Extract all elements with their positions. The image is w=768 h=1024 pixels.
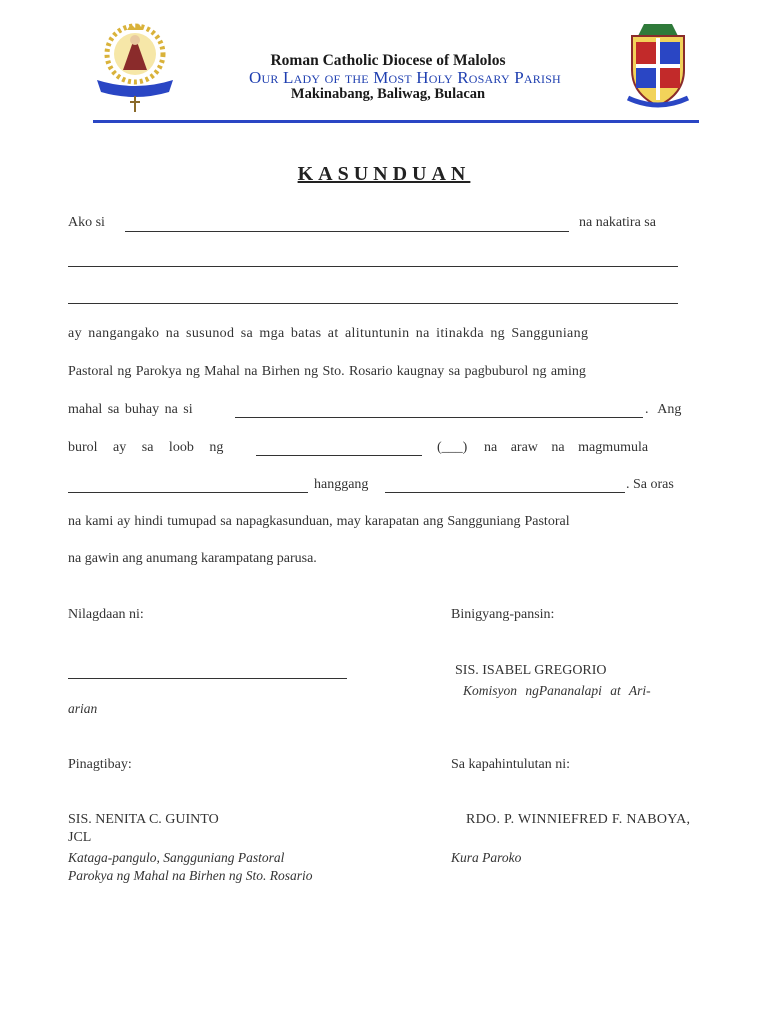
parish-name: Our Lady of the Most Holy Rosary Parish — [249, 68, 561, 87]
days-number-blank: (___) — [437, 440, 468, 455]
body-text-ako-si: Ako si — [68, 215, 105, 230]
diocese-name: Roman Catholic Diocese of Malolos — [270, 52, 506, 69]
days-words-blank — [256, 455, 422, 456]
body-text-ang: . Ang — [645, 402, 682, 417]
parish-address: Makinabang, Baliwag, Bulacan — [290, 86, 486, 102]
address-blank-2 — [68, 303, 678, 304]
noted-by-title-continued: arian — [68, 701, 98, 716]
address-blank-1 — [68, 266, 678, 267]
body-text-hanggang: hanggang — [314, 477, 369, 492]
body-line-5: Pastoral ng Parokya ng Mahal na Birhen ng Sto. Rosario kaugnay sa pagbuburol ng aming — [68, 364, 586, 379]
body-text-araw: na araw na magmumula — [484, 440, 649, 455]
signed-by-label: Nilagdaan ni: — [68, 607, 144, 622]
start-date-blank — [68, 492, 308, 493]
body-text-mahal-sa-buhay: mahal sa buhay na si — [68, 402, 193, 417]
approver-parish: Parokya ng Mahal na Birhen ng Sto. Rosario — [68, 868, 313, 883]
priest-name: RDO. P. WINNIEFRED F. NABOYA, — [466, 812, 691, 827]
body-line-4: ay nangangako na susunod sa mga batas at alituntunin na itinakda ng Sangguniang — [68, 326, 589, 341]
body-line-9: na kami ay hindi tumupad sa napagkasunduan, may karapatan ang Sangguniang Pastoral — [68, 514, 570, 529]
marian-crest-icon — [93, 18, 177, 114]
body-line-10: na gawin ang anumang karampatang parusa. — [68, 551, 317, 566]
body-text-nakatira: na nakatira sa — [579, 215, 656, 230]
body-text-burol: burol ay sa loob ng — [68, 440, 224, 455]
priest-title: Kura Paroko — [451, 850, 522, 865]
signature-blank — [68, 678, 347, 679]
noted-by-label: Binigyang-pansin: — [451, 607, 555, 622]
approver-title: Kataga-pangulo, Sangguniang Pastoral — [68, 850, 285, 865]
approved-by-label: Pinagtibay: — [68, 757, 132, 772]
diocese-coat-of-arms-icon — [620, 20, 696, 112]
noted-by-name: SIS. ISABEL GREGORIO — [455, 663, 607, 678]
document-title: KASUNDUAN — [297, 163, 471, 185]
body-text-sa-oras: . Sa oras — [626, 477, 674, 492]
approver-name-suffix: JCL — [68, 830, 92, 845]
deceased-name-blank — [235, 417, 643, 418]
header-divider — [93, 120, 699, 123]
name-blank — [125, 231, 569, 232]
noted-by-title: Komisyon ngPananalapi at Ari- — [463, 683, 651, 698]
end-date-blank — [385, 492, 625, 493]
permission-label: Sa kapahintulutan ni: — [451, 757, 570, 772]
approver-name: SIS. NENITA C. GUINTO — [68, 812, 219, 827]
